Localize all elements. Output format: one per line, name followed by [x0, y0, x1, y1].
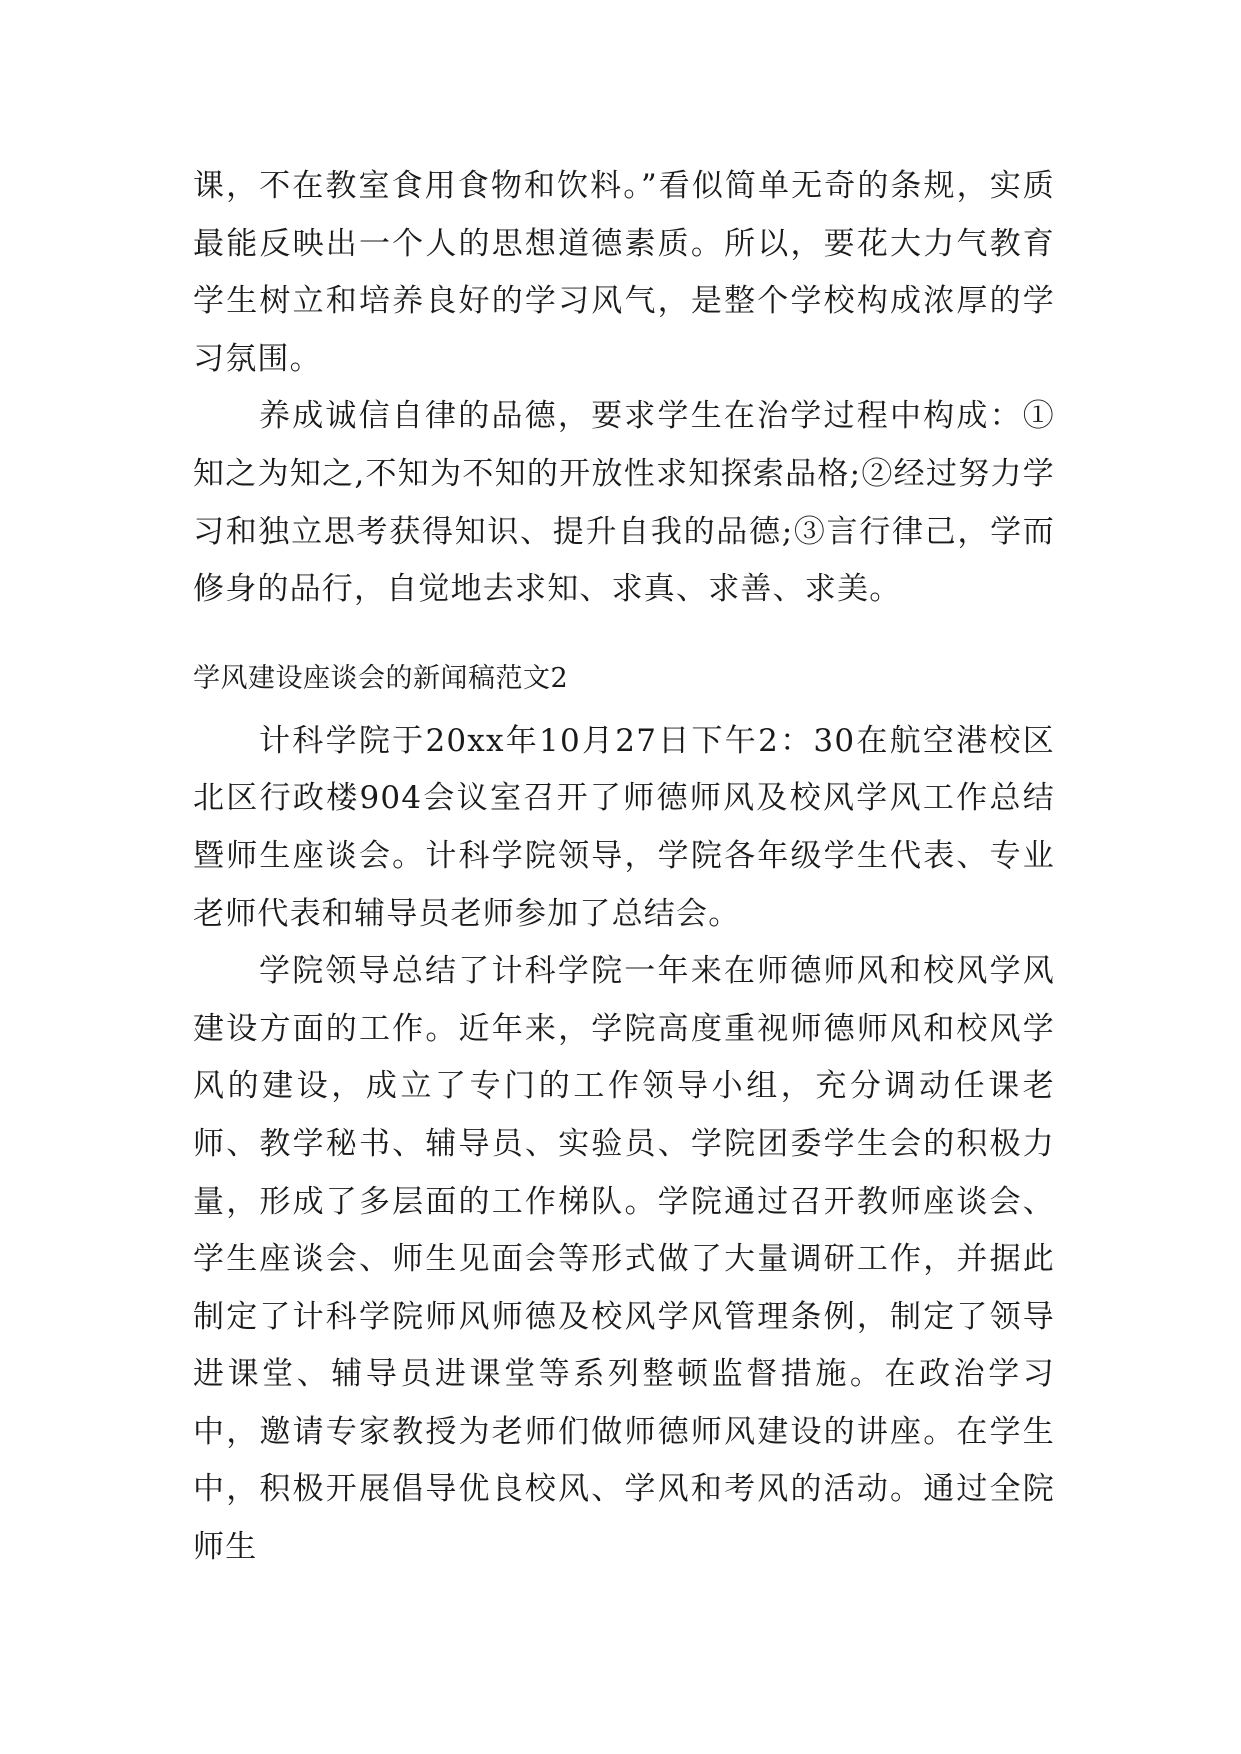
paragraph-meeting-intro: 计科学院于20xx年10月27日下午2：30在航空港校区北区行政楼904会议室召开了师德师风及校风学风工作总结暨师生座谈会。计科学院领导，学院各年级学生代表、专业老师代表和辅导员老师参加了总结会。	[193, 722, 1055, 932]
paragraph-leadership-summary: 学院领导总结了计科学院一年来在师德师风和校风学风建设方面的工作。近年来，学院高度重视师德师风和校风学风的建设，成立了专门的工作领导小组，充分调动任课老师、教学秘书、辅导员、实验员、学院团委学生会的积极力量，形成了多层面的工作梯队。学院通过召开教师座谈会、学生座谈会、师生见面会等形式做了大量调研工作，并据此制定了计科学院师风师德及校风学风管理条例，制定了领导进课堂、辅导员进课堂等系列整顿监督措施。在政治学习中，邀请专家教授为老师们做师德师风建设的讲座。在学生中，积极开展倡导优良校风、学风和考风的活动。通过全院师生	[193, 953, 1055, 1566]
document-body	[193, 158, 1055, 1577]
paragraph-integrity: 养成诚信自律的品德，要求学生在治学过程中构成：①知之为知之,不知为不知的开放性求知探索品格;②经过努力学习和独立思考获得知识、提升自我的品德;③言行律己，学而修身的品行，自觉地去求知、求真、求善、求美。	[193, 398, 1055, 608]
paragraph-continued: 课，不在教室食用食物和饮料。”看似简单无奇的条规，实质最能反映出一个人的思想道德素质。所以，要花大力气教育学生树立和培养良好的学习风气，是整个学校构成浓厚的学习氛围。	[193, 168, 1055, 377]
section-heading: 学风建设座谈会的新闻稿范文2	[193, 662, 569, 694]
